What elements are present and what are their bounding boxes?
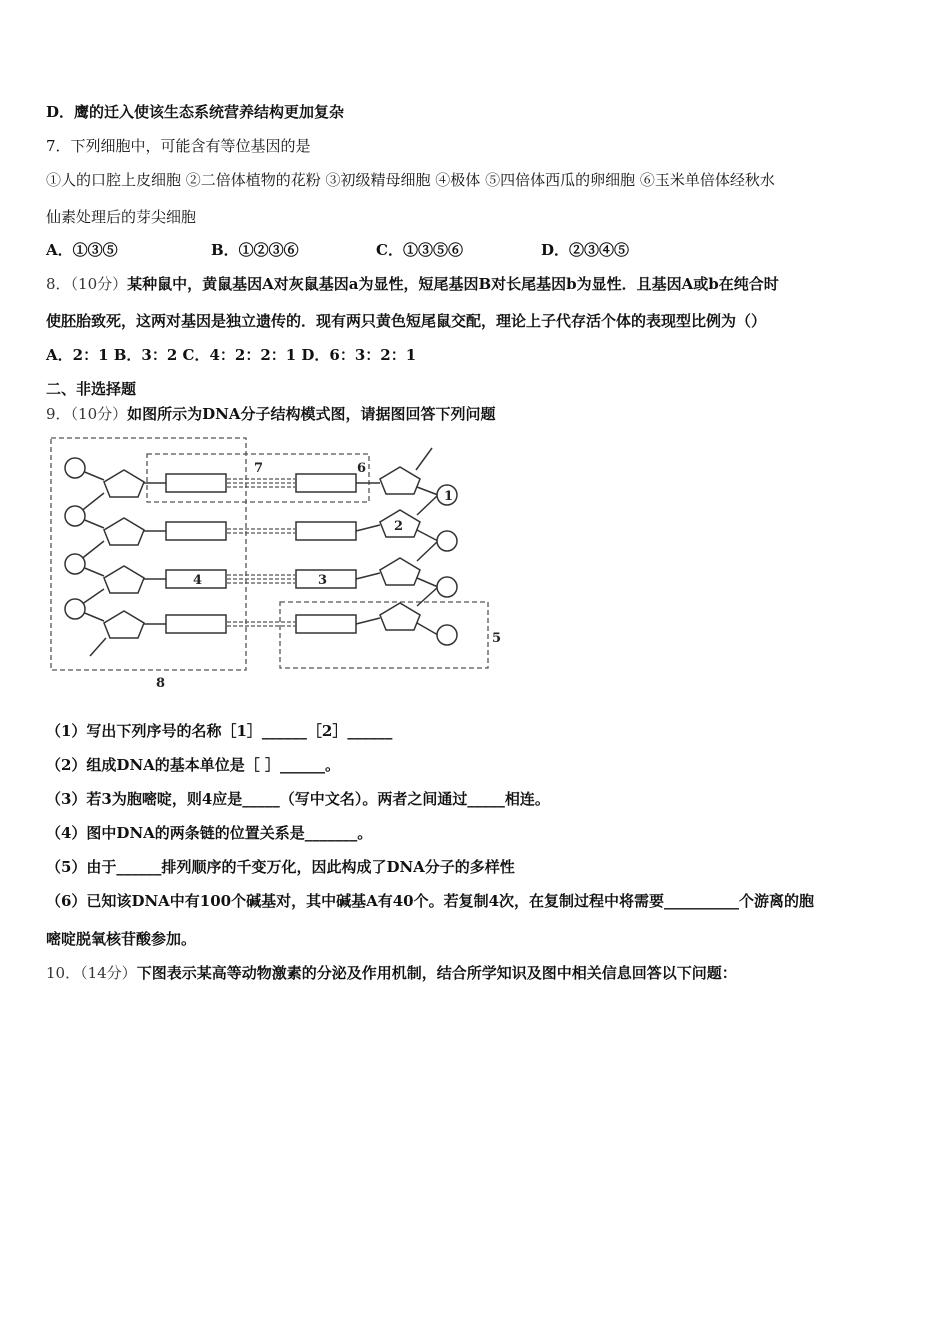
q8-stem-line2: 使胚胎致死，这两对基因是独立遗传的．现有两只黄色短尾鼠交配，理论上子代存活个体的表现型比例为（） <box>46 312 767 330</box>
right-backbone <box>416 448 438 635</box>
phosphate-circle <box>65 506 85 526</box>
q9-stem-text: 如图所示为DNA分子结构模式图，请据图回答下列问题 <box>127 405 496 423</box>
q7-stem: 7．下列细胞中，可能含有等位基因的是 <box>46 137 311 155</box>
q7-items-line2: 仙素处理后的芽尖细胞 <box>46 208 197 226</box>
base-rect <box>166 615 226 633</box>
diagram-label-1: 1 <box>444 489 454 504</box>
phosphate-circle <box>437 625 457 645</box>
q7-option-c: C．①③⑤⑥ <box>376 241 463 259</box>
phosphate-circle <box>437 531 457 551</box>
q8-stem-text: 某种鼠中，黄鼠基因A对灰鼠基因a为显性，短尾基因B对长尾基因b为显性．且基因A或b在纯合时 <box>127 275 779 293</box>
deoxyribose-pentagon <box>380 558 420 585</box>
q10-stem-text: 下图表示某高等动物激素的分泌及作用机制，结合所学知识及图中相关信息回答以下问题： <box>136 964 737 982</box>
q7-items-line1: ①人的口腔上皮细胞 ②二倍体植物的花粉 ③初级精母细胞 ④极体 ⑤四倍体西瓜的卵细胞 ⑥玉米单倍体经秋水 <box>46 171 775 189</box>
deoxyribose-pentagon <box>380 603 420 630</box>
deoxyribose-pentagon <box>104 566 144 593</box>
phosphate-circle <box>65 599 85 619</box>
q9-stem <box>46 404 496 424</box>
q9-sub-6: （6）已知该DNA中有100个碱基对，其中碱基A有40个。若复制4次，在复制过程中将需要__________个游离的胞 <box>46 892 815 910</box>
deoxyribose-pentagon <box>104 611 144 638</box>
q8-options: A．2：1 B．3：2 C．4：2：2：1 D．6：3：2：1 <box>46 346 417 364</box>
q9-number: 9．（10分） <box>46 405 128 423</box>
q9-sub-2: （2）组成DNA的基本单位是［ ］______。 <box>46 756 341 774</box>
q9-sub-6-cont: 嘧啶脱氧核苷酸参加。 <box>46 930 197 948</box>
dna-structure-diagram <box>46 432 516 694</box>
q7-option-a: A．①③⑤ <box>46 241 118 259</box>
q7-option-d: D．②③④⑤ <box>541 241 630 259</box>
base-rect <box>166 474 226 492</box>
q6-option-d: D．鹰的迁入使该生态系统营养结构更加复杂 <box>46 103 345 121</box>
phosphate-circle <box>65 458 85 478</box>
diagram-label-5: 5 <box>492 631 502 646</box>
base-rect <box>296 474 356 492</box>
deoxyribose-pentagon <box>104 518 144 545</box>
q10-number: 10．（14分） <box>46 964 137 982</box>
diagram-label-6: 6 <box>357 461 367 476</box>
hydrogen-bonds <box>227 479 295 626</box>
base-rect <box>166 522 226 540</box>
q9-sub-3: （3）若3为胞嘧啶，则4应是_____（写中文名）。两者之间通过_____相连。 <box>46 790 550 808</box>
phosphate-circle <box>65 554 85 574</box>
q8-number: 8．（10分） <box>46 275 128 293</box>
deoxyribose-pentagon <box>104 470 144 497</box>
q7-option-b: B．①②③⑥ <box>211 241 299 259</box>
diagram-label-4: 4 <box>193 573 203 588</box>
q10-stem <box>46 963 737 983</box>
diagram-label-3: 3 <box>318 573 328 588</box>
q9-sub-1: （1）写出下列序号的名称［1］______［2］______ <box>46 722 393 740</box>
diagram-label-8: 8 <box>156 676 166 691</box>
q9-sub-5: （5）由于______排列顺序的千变万化，因此构成了DNA分子的多样性 <box>46 858 515 876</box>
deoxyribose-pentagon-6 <box>380 467 420 494</box>
base-rect <box>296 522 356 540</box>
diagram-label-7: 7 <box>254 461 264 476</box>
phosphate-circle <box>437 577 457 597</box>
diagram-label-2: 2 <box>394 519 404 534</box>
base-rect <box>296 615 356 633</box>
q9-sub-4: （4）图中DNA的两条链的位置关系是_______。 <box>46 824 373 842</box>
section-heading: 二、非选择题 <box>46 380 137 398</box>
q8-stem-line1 <box>46 274 779 294</box>
